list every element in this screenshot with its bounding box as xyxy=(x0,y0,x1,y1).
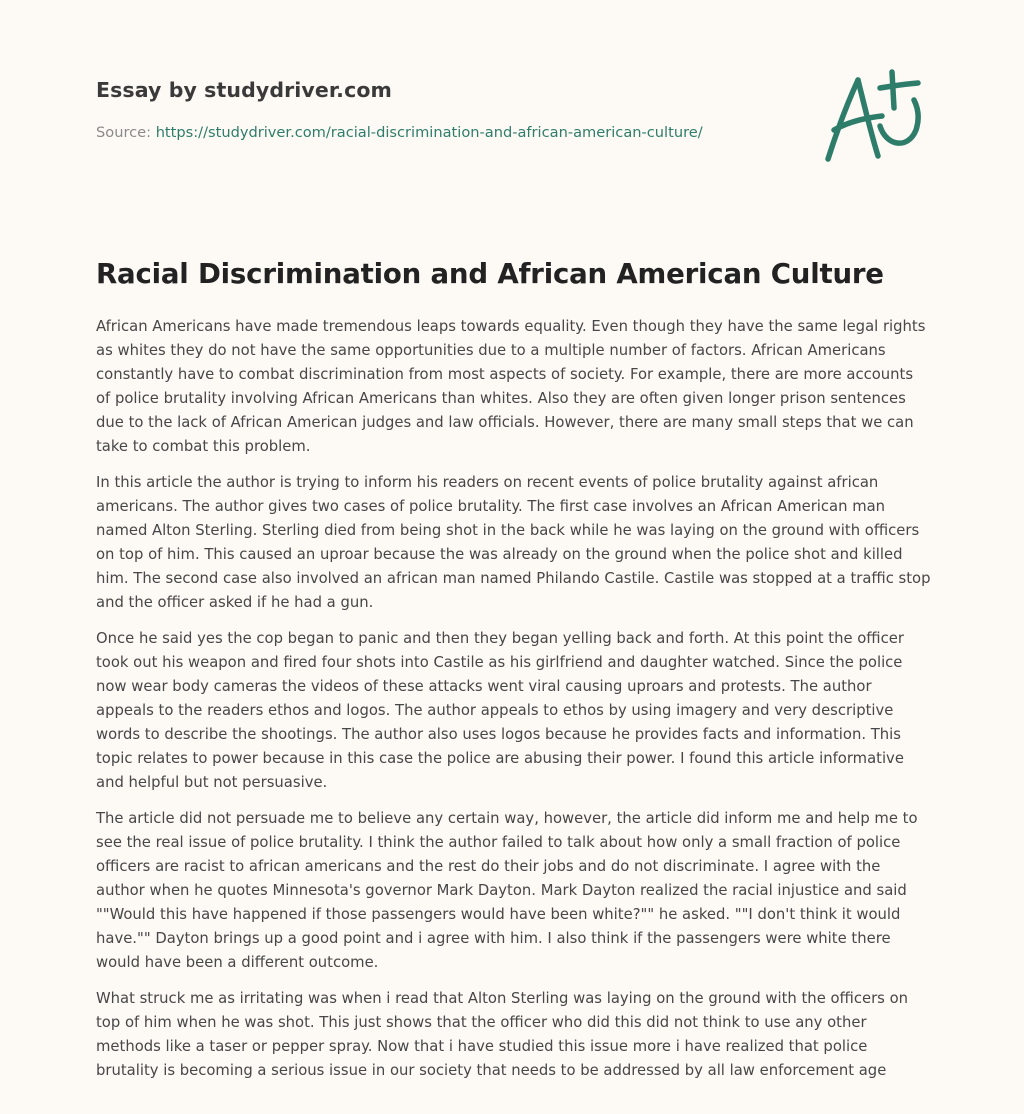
a-plus-logo-icon xyxy=(820,64,930,168)
site-title: Essay by studydriver.com xyxy=(96,78,392,102)
source-label: Source: xyxy=(96,124,152,141)
article-paragraph: Once he said yes the cop began to panic and then they began yelling back and forth. At this point the officer took out his weapon and fired four shots into Castile as his girlfriend and daughter watched. Since the police now wear body cameras the videos of these attacks went viral causing uproars and protests. The author appeals to the readers ethos and logos. The author appeals to ethos by using imagery and very descriptive words to describe the shootings. The author also uses logos because he provides facts and information. This topic relates to power because in this case the police are abusing their power. I found this article informative and helpful but not persuasive. xyxy=(96,630,904,791)
article-paragraph: African Americans have made tremendous leaps towards equality. Even though they have the same legal rights as whites they do not have the same opportunities due to a multiple number of factors. African Americans constantly have to combat discrimination from most aspects of society. For example, there are more accounts of police brutality involving African Americans than whites. Also they are often given longer prison sentences due to the lack of African American judges and law officials. However, there are many small steps that we can take to combat this problem. xyxy=(96,318,926,455)
article-paragraph: What struck me as irritating was when i read that Alton Sterling was laying on the ground with the officers on top of him when he was shot. This just shows that the officer who did this did not think to use any other methods like a taser or pepper spray. Now that i have studied this issue more i have realized that police brutality is becoming a serious issue in our society that needs to be addressed by all law enforcement age xyxy=(96,990,909,1079)
source-link[interactable]: https://studydriver.com/racial-discrimination-and-african-american-culture/ xyxy=(155,124,703,141)
article-paragraph: In this article the author is trying to inform his readers on recent events of police brutality against african americans. The author gives two cases of police brutality. The first case involves an African American man named Alton Sterling. Sterling died from being shot in the back while he was laying on the ground with officers on top of him. This caused an uproar because the was already on the ground when the police shot and killed him. The second case also involved an african man named Philando Castile. Castile was stopped at a traffic stop and the officer asked if he had a gun. xyxy=(96,474,931,611)
source-line xyxy=(96,122,816,144)
page-header xyxy=(96,72,816,144)
article-title: Racial Discrimination and African American Culture xyxy=(96,257,884,290)
article-paragraph: The article did not persuade me to believe any certain way, however, the article did inform me and help me to see the real issue of police brutality. I think the author failed to talk about how only a small fraction of police officers are racist to african americans and the rest do their jobs and do not discriminate. I agree with the author when he quotes Minnesota's governor Mark Dayton. Mark Dayton realized the racial injustice and said ""Would this have happened if those passengers would have been white?"" he asked. ""I don't think it would have."" Dayton brings up a good point and i agree with him. I also think if the passengers were white there would have been a different outcome. xyxy=(96,810,918,971)
article-body xyxy=(96,315,932,1095)
